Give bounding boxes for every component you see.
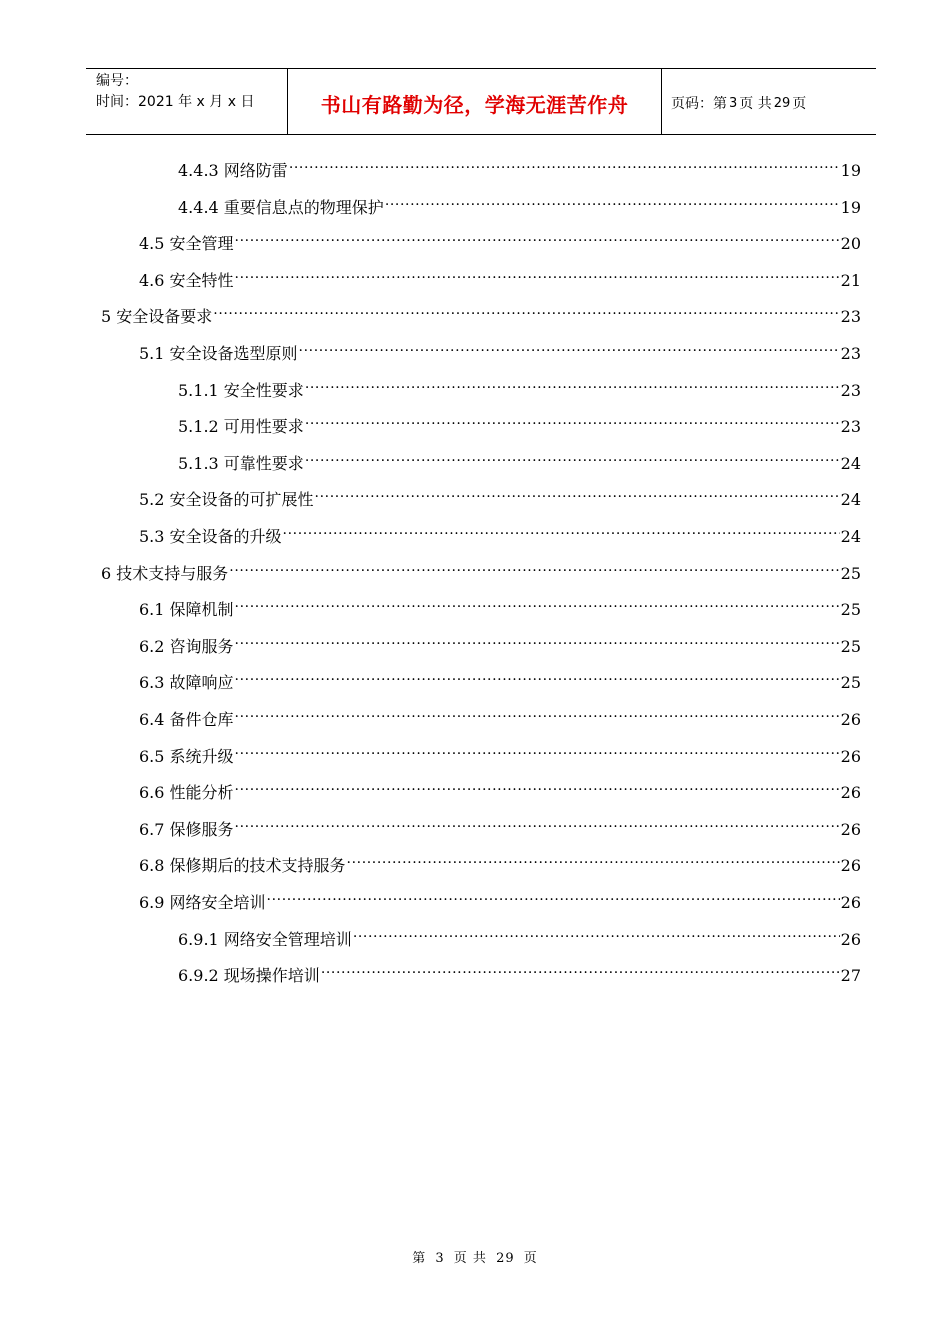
toc-entry-label: 4.6 安全特性	[139, 271, 234, 290]
toc-entry[interactable]	[139, 335, 861, 363]
toc-leader-dots	[267, 884, 840, 908]
toc-leader-dots	[305, 408, 840, 432]
toc-entry[interactable]	[139, 884, 861, 912]
page-footer	[0, 1247, 950, 1266]
toc-entry[interactable]	[139, 481, 861, 509]
toc-entry-page: 25	[840, 600, 861, 619]
toc-entry-label: 6.4 备件仓库	[139, 710, 234, 729]
toc-leader-dots	[305, 445, 840, 469]
toc-leader-dots	[347, 847, 840, 871]
toc-entry[interactable]	[139, 811, 861, 839]
toc-leader-dots	[229, 555, 839, 579]
toc-leader-dots	[315, 481, 840, 505]
toc-leader-dots	[235, 591, 840, 615]
toc-entry[interactable]	[139, 664, 861, 692]
toc-entry[interactable]	[178, 189, 861, 217]
toc-entry-label: 4.4.3 网络防雷	[178, 161, 288, 180]
toc-entry[interactable]	[139, 701, 861, 729]
footer-suffix: 页	[523, 1251, 538, 1266]
document-time-label: 时间：2021 年 x 月 x 日	[96, 94, 255, 110]
toc-entry[interactable]	[139, 847, 861, 875]
toc-entry-label: 6 技术支持与服务	[101, 564, 229, 583]
toc-entry-page: 19	[840, 161, 861, 180]
footer-total-pages: 29	[496, 1251, 515, 1266]
toc-entry-page: 26	[840, 783, 861, 802]
toc-entry-page: 24	[840, 454, 861, 473]
toc-entry[interactable]	[178, 445, 861, 473]
toc-entry-label: 4.4.4 重要信息点的物理保护	[178, 198, 384, 217]
toc-entry[interactable]	[139, 774, 861, 802]
header-page-suffix: 页	[792, 96, 807, 112]
toc-entry-page: 21	[840, 271, 861, 290]
toc-entry-label: 6.5 系统升级	[139, 747, 234, 766]
toc-leader-dots	[321, 957, 840, 981]
toc-leader-dots	[235, 628, 840, 652]
header-motto: 书山有路勤为径，学海无涯苦作舟	[288, 69, 662, 134]
toc-entry-label: 5.1.2 可用性要求	[178, 417, 304, 436]
toc-entry-page: 26	[840, 856, 861, 875]
footer-mid: 页 共	[453, 1251, 487, 1266]
toc-entry-label: 6.8 保修期后的技术支持服务	[139, 856, 346, 875]
toc-entry-page: 19	[840, 198, 861, 217]
header-page-total: 29	[773, 95, 791, 111]
toc-entry-label: 6.9.2 现场操作培训	[178, 966, 320, 985]
toc-entry[interactable]	[139, 262, 861, 290]
toc-leader-dots	[235, 701, 840, 725]
toc-leader-dots	[235, 811, 840, 835]
toc-entry-page: 26	[840, 893, 861, 912]
toc-entry[interactable]	[139, 518, 861, 546]
toc-leader-dots	[235, 738, 840, 762]
toc-entry-label: 6.6 性能分析	[139, 783, 234, 802]
page-header	[86, 68, 876, 135]
toc-entry[interactable]	[139, 628, 861, 656]
toc-leader-dots	[235, 225, 840, 249]
toc-entry[interactable]	[178, 957, 861, 985]
toc-leader-dots	[213, 298, 839, 322]
toc-entry-page: 26	[840, 930, 861, 949]
toc-entry-page: 26	[840, 820, 861, 839]
toc-entry[interactable]	[139, 738, 861, 766]
toc-entry-label: 6.2 咨询服务	[139, 637, 234, 656]
toc-entry-label: 6.9.1 网络安全管理培训	[178, 930, 352, 949]
toc-entry[interactable]	[178, 921, 861, 949]
toc-entry-page: 23	[840, 417, 861, 436]
toc-leader-dots	[283, 518, 840, 542]
toc-entry[interactable]	[139, 591, 861, 619]
toc-entry-label: 5.1 安全设备选型原则	[139, 344, 298, 363]
header-page-indicator	[662, 69, 876, 134]
toc-entry-page: 26	[840, 710, 861, 729]
toc-entry-label: 5.1.3 可靠性要求	[178, 454, 304, 473]
toc-entry[interactable]	[178, 152, 861, 180]
toc-entry-page: 25	[840, 564, 861, 583]
toc-entry-label: 6.9 网络安全培训	[139, 893, 266, 912]
toc-entry-label: 5.2 安全设备的可扩展性	[139, 490, 314, 509]
toc-entry[interactable]	[101, 298, 861, 326]
toc-entry-page: 26	[840, 747, 861, 766]
toc-entry-label: 5.3 安全设备的升级	[139, 527, 282, 546]
header-page-mid: 页 共	[739, 96, 772, 112]
toc-entry-label: 6.1 保障机制	[139, 600, 234, 619]
toc-entry-page: 27	[840, 966, 861, 985]
toc-leader-dots	[289, 152, 840, 176]
toc-entry-label: 6.7 保修服务	[139, 820, 234, 839]
toc-entry-page: 25	[840, 637, 861, 656]
toc-entry-page: 25	[840, 673, 861, 692]
toc-entry[interactable]	[139, 225, 861, 253]
footer-current-page: 3	[435, 1251, 445, 1266]
toc-entry-label: 4.5 安全管理	[139, 234, 234, 253]
toc-entry-label: 5 安全设备要求	[101, 307, 213, 326]
header-meta-cell	[86, 69, 288, 134]
toc-entry[interactable]	[178, 372, 861, 400]
header-page-prefix: 页码：第	[671, 96, 727, 112]
toc-entry-page: 23	[840, 344, 861, 363]
toc-entry-page: 23	[840, 307, 861, 326]
toc-entry-page: 24	[840, 527, 861, 546]
header-page-current: 3	[729, 95, 738, 111]
toc-leader-dots	[235, 774, 840, 798]
toc-entry-label: 6.3 故障响应	[139, 673, 234, 692]
toc-leader-dots	[235, 262, 840, 286]
toc-entry-label: 5.1.1 安全性要求	[178, 381, 304, 400]
toc-leader-dots	[305, 372, 840, 396]
toc-leader-dots	[299, 335, 840, 359]
toc-entry[interactable]	[101, 555, 861, 583]
document-number-label: 编号：	[96, 73, 138, 89]
footer-prefix: 第	[412, 1251, 427, 1266]
toc-leader-dots	[235, 664, 840, 688]
toc-leader-dots	[385, 189, 840, 213]
toc-entry-page: 23	[840, 381, 861, 400]
toc-entry-page: 20	[840, 234, 861, 253]
toc-leader-dots	[353, 921, 840, 945]
toc-entry[interactable]	[178, 408, 861, 436]
toc-entry-page: 24	[840, 490, 861, 509]
